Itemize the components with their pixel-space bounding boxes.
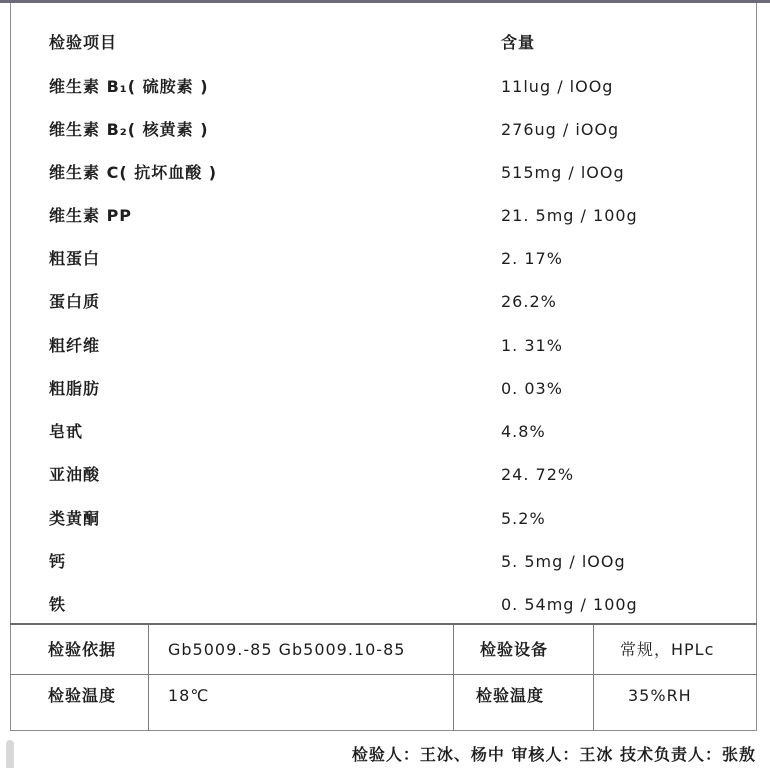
- row-name: 维生素 PP: [49, 206, 133, 225]
- scan-edge-mark: [6, 740, 14, 768]
- row-name: 类黄酮: [49, 509, 101, 528]
- info-row-divider: [10, 674, 757, 675]
- row-name: 维生素 B₁( 硫胺素 ): [49, 77, 209, 96]
- humidity-value: 35%RH: [628, 686, 692, 705]
- humidity-label: 检验温度: [476, 686, 545, 705]
- row-name: 皂甙: [49, 422, 84, 441]
- table-row: [11, 504, 756, 534]
- row-value: 5. 5mg / lOOg: [501, 552, 626, 571]
- row-name: 维生素 C( 抗坏血酸 ): [49, 163, 218, 182]
- row-value: 5.2%: [501, 509, 546, 528]
- basis-label: 检验依据: [48, 640, 117, 659]
- row-value: 24. 72%: [501, 465, 575, 484]
- row-value: 0. 54mg / 100g: [501, 595, 638, 614]
- header-item: 检验项目: [49, 33, 118, 52]
- table-row: [11, 547, 756, 577]
- table-header-row: [11, 28, 756, 58]
- info-column-divider: [593, 625, 594, 731]
- info-table: [10, 623, 757, 731]
- row-value: 21. 5mg / 100g: [501, 206, 638, 225]
- info-column-divider: [148, 625, 149, 731]
- table-row: [11, 115, 756, 145]
- row-value: 1. 31%: [501, 336, 563, 355]
- basis-value: Gb5009.-85 Gb5009.10-85: [168, 640, 406, 659]
- row-value: 4.8%: [501, 422, 546, 441]
- table-row: [11, 331, 756, 361]
- row-name: 铁: [49, 595, 67, 614]
- info-column-divider: [453, 625, 454, 731]
- table-row: [11, 460, 756, 490]
- row-name: 维生素 B₂( 核黄素 ): [49, 120, 209, 139]
- row-value: 276ug / iOOg: [501, 120, 620, 139]
- row-value: 26.2%: [501, 292, 557, 311]
- table-row: [11, 158, 756, 188]
- table-row: [11, 287, 756, 317]
- table-row: [11, 417, 756, 447]
- temperature-value: 18℃: [168, 686, 210, 705]
- row-value: 11lug / lOOg: [501, 77, 614, 96]
- results-table: [10, 3, 757, 731]
- row-name: 粗脂肪: [49, 379, 101, 398]
- header-content: 含量: [501, 33, 536, 52]
- row-value: 2. 17%: [501, 249, 563, 268]
- row-value: 515mg / lOOg: [501, 163, 625, 182]
- table-row: [11, 590, 756, 620]
- row-value: 0. 03%: [501, 379, 563, 398]
- row-name: 亚油酸: [49, 465, 101, 484]
- row-name: 粗纤维: [49, 336, 101, 355]
- row-name: 粗蛋白: [49, 249, 101, 268]
- table-row: [11, 72, 756, 102]
- equipment-value: 常规，HPLc: [620, 640, 715, 659]
- table-row: [11, 201, 756, 231]
- row-name: 蛋白质: [49, 292, 101, 311]
- row-name: 钙: [49, 552, 67, 571]
- signature-line: 检验人：王冰、杨中 审核人：王冰 技术负责人：张敖: [351, 745, 756, 764]
- temperature-label: 检验温度: [48, 686, 117, 705]
- table-row: [11, 374, 756, 404]
- table-row: [11, 244, 756, 274]
- equipment-label: 检验设备: [480, 640, 549, 659]
